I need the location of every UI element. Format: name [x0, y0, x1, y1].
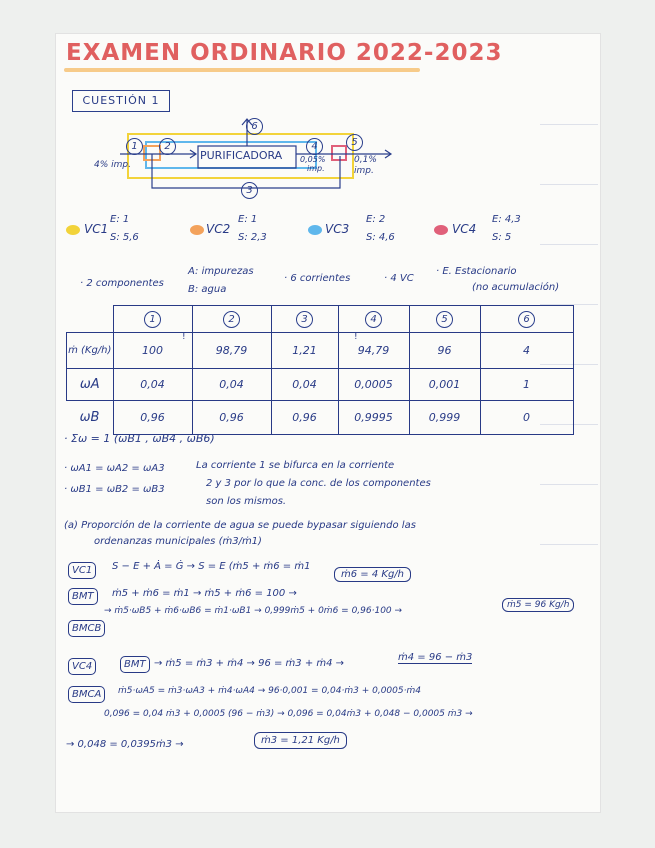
- table-cell: 0,96: [192, 401, 271, 435]
- table-cell: 0,9995: [338, 401, 409, 435]
- components-count: · 2 componentes: [80, 278, 164, 289]
- stream-2-circle: 2: [159, 138, 176, 155]
- table-cell: 0,04: [113, 369, 192, 401]
- row-label-wa: ωA: [67, 369, 114, 401]
- table-cell: 0,96: [271, 401, 338, 435]
- stream-4-circle: 4: [306, 138, 323, 155]
- table-cell: 0: [480, 401, 573, 435]
- table-row: [67, 369, 574, 401]
- note-text-2: 2 y 3 por lo que la conc. de los componentes: [206, 478, 431, 489]
- note-text-3: son los mismos.: [206, 496, 287, 507]
- vc1-tag: VC1: [68, 562, 96, 579]
- stream-5-circle: 5: [346, 134, 363, 151]
- table-row: [67, 333, 574, 369]
- col-header-5: [409, 306, 480, 333]
- bmcb-equation: → ṁ5·ωB5 + ṁ6·ωB6 = ṁ1·ωB1 → 0,999ṁ5 + 0ṁ6 = 0,96·100 →: [104, 606, 403, 616]
- table-cell: 4: [480, 333, 573, 369]
- bmca-line-2: 0,096 = 0,04 ṁ3 + 0,0005 (96 − ṁ3) → 0,096 = 0,04ṁ3 + 0,048 − 0,0005 ṁ3 →: [104, 709, 473, 719]
- table-corner: [67, 306, 114, 333]
- sum-note: · Σω = 1 (ωB1 , ωB4 , ωB6): [64, 432, 215, 445]
- wb-equality: · ωB1 = ωB2 = ωB3: [64, 484, 165, 495]
- vc3-inputs: E: 2: [366, 214, 386, 225]
- col-2-number: 2: [223, 311, 240, 328]
- bmca-line-3: → 0,048 = 0,0395ṁ3 →: [66, 739, 184, 750]
- mid-impurity-label-a: 0,05%: [300, 155, 326, 164]
- col-header-4: [338, 306, 409, 333]
- table-cell: 94,79: [338, 333, 409, 369]
- table-cell: 98,79: [192, 333, 271, 369]
- vc3-color-dot: [308, 225, 322, 235]
- col-5-number: 5: [436, 311, 453, 328]
- vc4-inputs: E: 4,3: [492, 214, 521, 225]
- vc4-tag: VC4: [68, 658, 96, 675]
- table-header-row: [67, 306, 574, 333]
- vc1-outputs: S: 5,6: [110, 232, 139, 243]
- table-cell: 0,04: [271, 369, 338, 401]
- stream-3-circle: 3: [241, 182, 258, 199]
- col-6-number: 6: [518, 311, 535, 328]
- table-cell: 96: [409, 333, 480, 369]
- page-title: EXAMEN ORDINARIO 2022-2023: [66, 40, 503, 66]
- col-1-number: 1: [144, 311, 161, 328]
- col-header-1: [113, 306, 192, 333]
- row-label-mass: ṁ (Kg/h): [67, 333, 114, 369]
- table-cell: 0,0005: [338, 369, 409, 401]
- part-a-question-1: (a) Proporción de la corriente de agua se puede bypasar siguiendo las: [64, 520, 416, 531]
- bmt-equation: ṁ5 + ṁ6 = ṁ1 → ṁ5 + ṁ6 = 100 →: [112, 588, 297, 599]
- question-label: CUESTIÓN 1: [72, 90, 170, 112]
- vc-count: · 4 VC: [384, 273, 414, 284]
- col-4-number: 4: [365, 311, 382, 328]
- vc4-outputs: S: 5: [492, 232, 512, 243]
- vc1-color-dot: [66, 225, 80, 235]
- note-text-1: La corriente 1 se bifurca en la corriente: [196, 460, 395, 471]
- table-cell: 100: [113, 333, 192, 369]
- vc2-inputs: E: 1: [238, 214, 258, 225]
- check-mark-2: !: [354, 332, 358, 342]
- vc1-equation: S − E + Ȧ = Ġ → S = E (ṁ5 + ṁ6 = ṁ1: [112, 561, 311, 572]
- vc1-inputs: E: 1: [110, 214, 130, 225]
- vc1-label: VC1: [84, 222, 109, 236]
- steady-state: · E. Estacionario: [436, 266, 517, 277]
- table-cell: 0,96: [113, 401, 192, 435]
- m5-result: ṁ5 = 96 Kg/h: [502, 598, 574, 612]
- bmca-tag: BMCA: [68, 686, 105, 703]
- part-a-question-2: ordenanzas municipales (ṁ3/ṁ1): [94, 536, 262, 547]
- table-cell: 1,21: [271, 333, 338, 369]
- inlet-impurity-label: 4% imp.: [94, 160, 131, 170]
- unit-label: PURIFICADORA: [200, 149, 283, 162]
- component-b: B: agua: [188, 284, 227, 295]
- vc4-color-dot: [434, 225, 448, 235]
- bmt-tag: BMT: [68, 588, 98, 605]
- outlet-impurity-label-b: imp.: [354, 166, 374, 176]
- title-underline: [64, 68, 420, 72]
- vc4-label: VC4: [452, 222, 477, 236]
- vc3-label: VC3: [325, 222, 350, 236]
- mid-impurity-label-b: imp.: [307, 164, 325, 173]
- vc4-equation: → ṁ5 = ṁ3 + ṁ4 → 96 = ṁ3 + ṁ4 →: [154, 658, 345, 669]
- stream-data-table: [66, 305, 574, 435]
- vc2-outputs: S: 2,3: [238, 232, 267, 243]
- col-header-2: [192, 306, 271, 333]
- col-3-number: 3: [296, 311, 313, 328]
- wa-equality: · ωA1 = ωA2 = ωA3: [64, 463, 165, 474]
- bmt2-tag: BMT: [120, 656, 150, 673]
- vc2-color-dot: [190, 225, 204, 235]
- table-cell: 0,999: [409, 401, 480, 435]
- table-cell: 1: [480, 369, 573, 401]
- m4-result: ṁ4 = 96 − ṁ3: [398, 652, 473, 663]
- vc2-label: VC2: [206, 222, 231, 236]
- table-cell: 0,001: [409, 369, 480, 401]
- stream-6-circle: 6: [246, 118, 263, 135]
- row-label-wb: ωB: [67, 401, 114, 435]
- steady-state-note: (no acumulación): [472, 282, 560, 293]
- m3-final-result: ṁ3 = 1,21 Kg/h: [254, 732, 347, 749]
- check-mark-1: !: [182, 332, 186, 342]
- vc3-outputs: S: 4,6: [366, 232, 395, 243]
- col-header-6: [480, 306, 573, 333]
- currents-count: · 6 corrientes: [284, 273, 351, 284]
- bmca-equation: ṁ5·ωA5 = ṁ3·ωA3 + ṁ4·ωA4 → 96·0,001 = 0,04·ṁ3 + 0,0005·ṁ4: [118, 686, 421, 696]
- m6-result: ṁ6 = 4 Kg/h: [334, 567, 411, 582]
- stream-1-circle: 1: [126, 138, 143, 155]
- col-header-3: [271, 306, 338, 333]
- bmcb-tag: BMCB: [68, 620, 105, 637]
- table-cell: 0,04: [192, 369, 271, 401]
- table-row: [67, 401, 574, 435]
- component-a: A: impurezas: [188, 266, 254, 277]
- outlet-impurity-label-a: 0,1%: [354, 155, 377, 165]
